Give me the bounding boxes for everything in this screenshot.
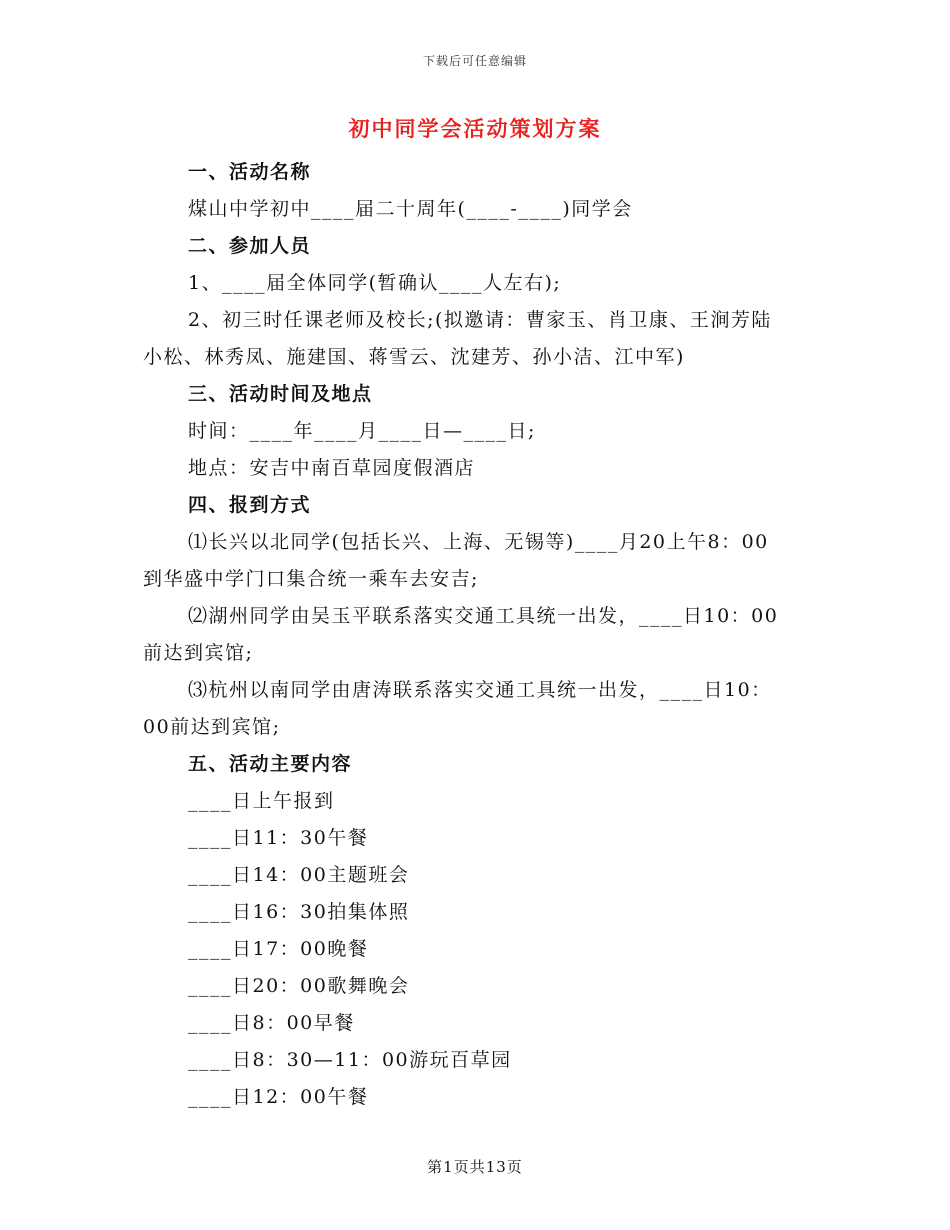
body-line: 到华盛中学门口集合统一乘车去安吉; xyxy=(143,568,479,590)
section-heading: 三、活动时间及地点 xyxy=(188,383,373,405)
body-line: ____日14：00主题班会 xyxy=(188,864,410,886)
body-line: ____日11：30午餐 xyxy=(188,827,369,849)
body-line: ____日12：00午餐 xyxy=(188,1086,369,1108)
body-line: ⑶杭州以南同学由唐涛联系落实交通工具统一出发，____日10： xyxy=(188,679,772,701)
body-line: ⑵湖州同学由吴玉平联系落实交通工具统一出发，____日10：00 xyxy=(188,605,779,627)
body-line: 煤山中学初中____届二十周年(____-____)同学会 xyxy=(188,198,633,220)
body-line: 前达到宾馆; xyxy=(143,642,254,664)
document-title: 初中同学会活动策划方案 xyxy=(348,116,602,141)
body-line: ____日8：30—11：00游玩百草园 xyxy=(188,1049,512,1071)
body-line: 2、初三时任课老师及校长;(拟邀请：曹家玉、肖卫康、王涧芳陆 xyxy=(188,309,772,331)
body-line: 1、____届全体同学(暂确认____人左右); xyxy=(188,272,562,294)
body-line: ____日20：00歌舞晚会 xyxy=(188,975,410,997)
section-heading: 四、报到方式 xyxy=(188,494,312,516)
page-header: 下载后可任意编辑 xyxy=(422,54,527,68)
body-line: 时间：____年____月____日—____日; xyxy=(188,420,536,442)
body-line: 小松、林秀凤、施建国、蒋雪云、沈建芳、孙小洁、江中军) xyxy=(143,346,685,368)
body-line: ____日8：00早餐 xyxy=(188,1012,355,1034)
body-line: 00前达到宾馆; xyxy=(143,716,281,738)
page-footer: 第1页共13页 xyxy=(427,1158,523,1176)
body-line: ____日上午报到 xyxy=(188,790,335,812)
body-line: 地点：安吉中南百草园度假酒店 xyxy=(188,457,476,479)
body-line: ____日16：30拍集体照 xyxy=(188,901,410,923)
section-heading: 二、参加人员 xyxy=(188,235,312,257)
body-line: ____日17：00晚餐 xyxy=(188,938,369,960)
document-body xyxy=(143,154,808,1116)
section-heading: 五、活动主要内容 xyxy=(188,753,353,775)
section-heading: 一、活动名称 xyxy=(188,161,312,183)
body-line: ⑴长兴以北同学(包括长兴、上海、无锡等)____月20上午8：00 xyxy=(188,531,769,553)
